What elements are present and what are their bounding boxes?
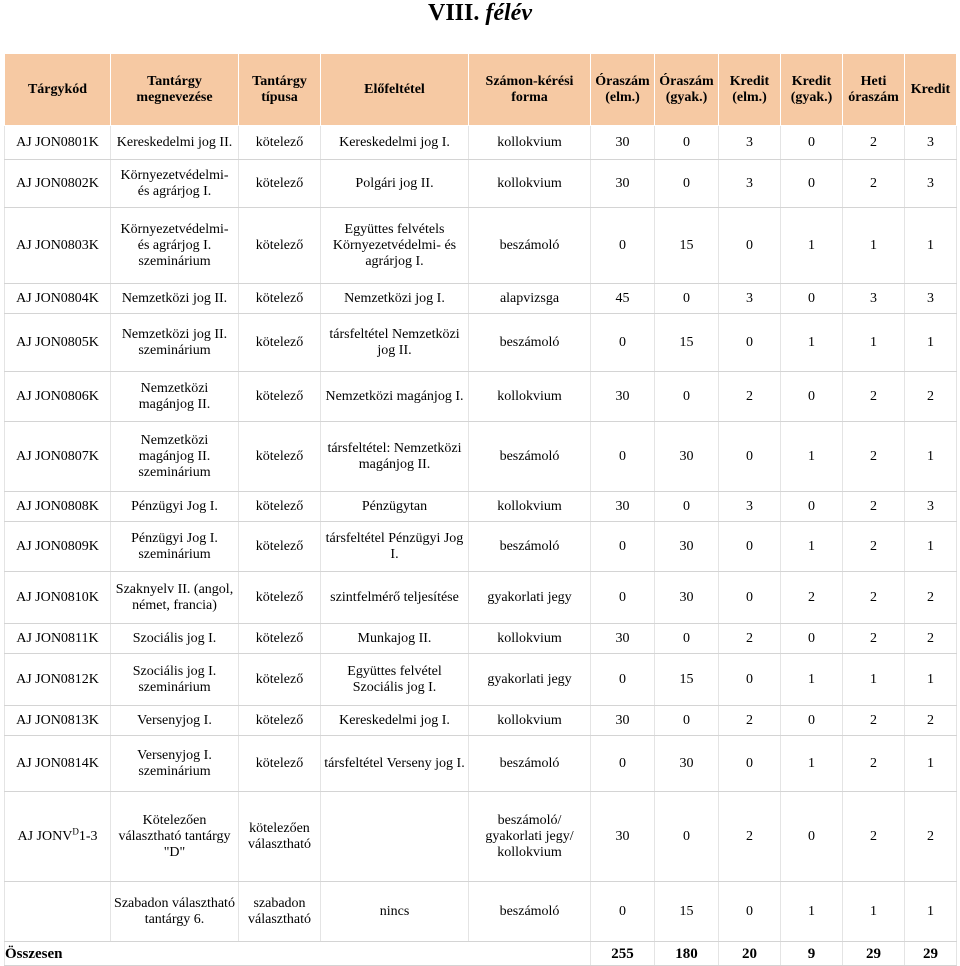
exam-form: kollokvium xyxy=(469,492,591,522)
credit-lecture: 0 xyxy=(719,572,781,624)
course-name: Szociális jog I. szeminárium xyxy=(111,654,239,706)
course-type: kötelező xyxy=(239,572,321,624)
course-code: AJ JON0801K xyxy=(5,126,111,160)
course-prereq: Munkajog II. xyxy=(321,624,469,654)
weekly-hours: 1 xyxy=(843,882,905,942)
weekly-hours: 1 xyxy=(843,314,905,372)
hours-practice: 0 xyxy=(655,284,719,314)
course-type: kötelező xyxy=(239,492,321,522)
credit-lecture: 3 xyxy=(719,160,781,208)
hours-lecture: 45 xyxy=(591,284,655,314)
total-label: Összesen xyxy=(5,942,591,966)
credit: 3 xyxy=(905,492,957,522)
hours-practice: 15 xyxy=(655,654,719,706)
course-code: AJ JON0807K xyxy=(5,422,111,492)
course-type: kötelező xyxy=(239,522,321,572)
course-code: AJ JON0812K xyxy=(5,654,111,706)
weekly-hours: 1 xyxy=(843,208,905,284)
exam-form: kollokvium xyxy=(469,372,591,422)
page-title xyxy=(0,0,960,34)
credit-practice: 2 xyxy=(781,572,843,624)
weekly-hours: 2 xyxy=(843,160,905,208)
course-prereq: nincs xyxy=(321,882,469,942)
credit: 3 xyxy=(905,160,957,208)
hours-lecture: 30 xyxy=(591,126,655,160)
course-code: AJ JON0805K xyxy=(5,314,111,372)
hours-practice: 0 xyxy=(655,792,719,882)
exam-form: beszámoló xyxy=(469,422,591,492)
credit-lecture: 3 xyxy=(719,126,781,160)
curriculum-table xyxy=(4,53,957,966)
hours-practice: 0 xyxy=(655,160,719,208)
exam-form: gyakorlati jegy xyxy=(469,654,591,706)
hours-practice: 0 xyxy=(655,492,719,522)
course-prereq: Együttes felvétels Környezetvédelmi- és agrárjog I. xyxy=(321,208,469,284)
course-type: kötelező xyxy=(239,314,321,372)
course-prereq: Kereskedelmi jog I. xyxy=(321,126,469,160)
hours-lecture: 0 xyxy=(591,572,655,624)
credit-lecture: 0 xyxy=(719,208,781,284)
header-hours-practice: Óraszám (gyak.) xyxy=(655,54,719,126)
weekly-hours: 3 xyxy=(843,284,905,314)
course-prereq: társfeltétel Pénzügyi Jog I. xyxy=(321,522,469,572)
credit-lecture: 3 xyxy=(719,284,781,314)
credit-practice: 1 xyxy=(781,654,843,706)
credit: 1 xyxy=(905,882,957,942)
course-type: kötelező xyxy=(239,372,321,422)
course-type: kötelező xyxy=(239,706,321,736)
exam-form: alapvizsga xyxy=(469,284,591,314)
table-row xyxy=(5,314,957,372)
weekly-hours: 2 xyxy=(843,624,905,654)
weekly-hours: 2 xyxy=(843,422,905,492)
hours-practice: 0 xyxy=(655,372,719,422)
course-name: Nemzetközi magánjog II. xyxy=(111,372,239,422)
credit: 2 xyxy=(905,792,957,882)
course-code: AJ JON0810K xyxy=(5,572,111,624)
credit: 2 xyxy=(905,624,957,654)
course-prereq: Pénzügytan xyxy=(321,492,469,522)
credit-lecture: 2 xyxy=(719,624,781,654)
credit: 1 xyxy=(905,522,957,572)
hours-lecture: 0 xyxy=(591,522,655,572)
exam-form: beszámoló xyxy=(469,736,591,792)
credit-practice: 1 xyxy=(781,314,843,372)
course-type: kötelező xyxy=(239,422,321,492)
credit-lecture: 0 xyxy=(719,422,781,492)
total-weekly-hours: 29 xyxy=(843,942,905,966)
hours-lecture: 0 xyxy=(591,314,655,372)
table-row xyxy=(5,522,957,572)
table-row xyxy=(5,160,957,208)
course-code: AJ JON0813K xyxy=(5,706,111,736)
credit: 1 xyxy=(905,314,957,372)
course-name: Pénzügyi Jog I. szeminárium xyxy=(111,522,239,572)
hours-practice: 15 xyxy=(655,314,719,372)
course-name: Kötelezően választható tantárgy "D" xyxy=(111,792,239,882)
hours-lecture: 30 xyxy=(591,160,655,208)
hours-lecture: 30 xyxy=(591,706,655,736)
credit-lecture: 3 xyxy=(719,492,781,522)
credit-practice: 0 xyxy=(781,624,843,654)
course-name: Környezetvédelmi- és agrárjog I. xyxy=(111,160,239,208)
exam-form: kollokvium xyxy=(469,160,591,208)
credit-practice: 0 xyxy=(781,284,843,314)
weekly-hours: 1 xyxy=(843,654,905,706)
credit-practice: 0 xyxy=(781,706,843,736)
title-semester-number: VIII. xyxy=(428,0,480,26)
credit-lecture: 2 xyxy=(719,372,781,422)
course-code: AJ JON0804K xyxy=(5,284,111,314)
course-prereq: Polgári jog II. xyxy=(321,160,469,208)
title-semester-word: félév xyxy=(485,0,532,26)
header-type: Tantárgy típusa xyxy=(239,54,321,126)
table-row xyxy=(5,572,957,624)
hours-practice: 30 xyxy=(655,422,719,492)
hours-lecture: 30 xyxy=(591,624,655,654)
course-name: Szociális jog I. xyxy=(111,624,239,654)
credit: 2 xyxy=(905,706,957,736)
course-name: Szaknyelv II. (angol, német, francia) xyxy=(111,572,239,624)
course-code xyxy=(5,882,111,942)
course-code: AJ JON0802K xyxy=(5,160,111,208)
credit-practice: 1 xyxy=(781,422,843,492)
header-name: Tantárgy megnevezése xyxy=(111,54,239,126)
credit-lecture: 0 xyxy=(719,314,781,372)
table-row xyxy=(5,422,957,492)
course-code: AJ JON0806K xyxy=(5,372,111,422)
exam-form: gyakorlati jegy xyxy=(469,572,591,624)
weekly-hours: 2 xyxy=(843,522,905,572)
credit: 1 xyxy=(905,208,957,284)
hours-practice: 30 xyxy=(655,572,719,624)
course-prereq xyxy=(321,792,469,882)
course-type: szabadon választható xyxy=(239,882,321,942)
course-code: AJ JON0803K xyxy=(5,208,111,284)
course-name: Nemzetközi jog II. szeminárium xyxy=(111,314,239,372)
credit-practice: 0 xyxy=(781,126,843,160)
total-hours-practice: 180 xyxy=(655,942,719,966)
credit-practice: 0 xyxy=(781,372,843,422)
header-row xyxy=(5,54,957,126)
header-weekly-hours: Heti óraszám xyxy=(843,54,905,126)
credit: 1 xyxy=(905,422,957,492)
course-prereq: társfeltétel Nemzetközi jog II. xyxy=(321,314,469,372)
course-name: Kereskedelmi jog II. xyxy=(111,126,239,160)
hours-practice: 30 xyxy=(655,736,719,792)
hours-practice: 0 xyxy=(655,624,719,654)
hours-practice: 15 xyxy=(655,882,719,942)
table-row xyxy=(5,654,957,706)
hours-lecture: 30 xyxy=(591,492,655,522)
course-prereq: Kereskedelmi jog I. xyxy=(321,706,469,736)
exam-form: beszámoló xyxy=(469,522,591,572)
credit-practice: 1 xyxy=(781,208,843,284)
credit: 2 xyxy=(905,372,957,422)
course-name: Versenyjog I. szeminárium xyxy=(111,736,239,792)
course-code: AJ JON0814K xyxy=(5,736,111,792)
weekly-hours: 2 xyxy=(843,572,905,624)
exam-form: beszámoló/ gyakorlati jegy/ kollokvium xyxy=(469,792,591,882)
credit: 1 xyxy=(905,736,957,792)
total-hours-lecture: 255 xyxy=(591,942,655,966)
table-row xyxy=(5,736,957,792)
course-name: Pénzügyi Jog I. xyxy=(111,492,239,522)
header-code: Tárgykód xyxy=(5,54,111,126)
hours-practice: 15 xyxy=(655,208,719,284)
exam-form: kollokvium xyxy=(469,624,591,654)
hours-lecture: 0 xyxy=(591,654,655,706)
table-row xyxy=(5,792,957,882)
course-code xyxy=(5,792,111,882)
table-row xyxy=(5,284,957,314)
course-prereq: társfeltétel: Nemzetközi magánjog II. xyxy=(321,422,469,492)
hours-practice: 30 xyxy=(655,522,719,572)
course-type: kötelezően választható xyxy=(239,792,321,882)
course-name: Nemzetközi magánjog II. szeminárium xyxy=(111,422,239,492)
credit-practice: 0 xyxy=(781,492,843,522)
exam-form: beszámoló xyxy=(469,882,591,942)
course-prereq: Nemzetközi magánjog I. xyxy=(321,372,469,422)
credit-lecture: 2 xyxy=(719,792,781,882)
hours-lecture: 0 xyxy=(591,882,655,942)
credit-practice: 0 xyxy=(781,160,843,208)
exam-form: beszámoló xyxy=(469,314,591,372)
course-code-suffix: 1-3 xyxy=(78,828,98,844)
course-name: Versenyjog I. xyxy=(111,706,239,736)
credit-lecture: 0 xyxy=(719,522,781,572)
course-type: kötelező xyxy=(239,284,321,314)
header-credit: Kredit xyxy=(905,54,957,126)
hours-lecture: 0 xyxy=(591,736,655,792)
course-type: kötelező xyxy=(239,624,321,654)
course-name: Nemzetközi jog II. xyxy=(111,284,239,314)
credit: 3 xyxy=(905,126,957,160)
weekly-hours: 2 xyxy=(843,706,905,736)
course-name: Környezetvédelmi- és agrárjog I. szeminárium xyxy=(111,208,239,284)
course-type: kötelező xyxy=(239,736,321,792)
exam-form: beszámoló xyxy=(469,208,591,284)
course-prereq: Együttes felvétel Szociális jog I. xyxy=(321,654,469,706)
header-credit-lecture: Kredit (elm.) xyxy=(719,54,781,126)
course-type: kötelező xyxy=(239,654,321,706)
total-credit-practice: 9 xyxy=(781,942,843,966)
table-row xyxy=(5,624,957,654)
total-credit: 29 xyxy=(905,942,957,966)
course-prereq: társfeltétel Verseny jog I. xyxy=(321,736,469,792)
weekly-hours: 2 xyxy=(843,372,905,422)
course-prereq: szintfelmérő teljesítése xyxy=(321,572,469,624)
weekly-hours: 2 xyxy=(843,492,905,522)
credit: 3 xyxy=(905,284,957,314)
header-credit-practice: Kredit (gyak.) xyxy=(781,54,843,126)
credit: 1 xyxy=(905,654,957,706)
header-hours-lecture: Óraszám (elm.) xyxy=(591,54,655,126)
table-row xyxy=(5,208,957,284)
table-row xyxy=(5,372,957,422)
credit-practice: 0 xyxy=(781,792,843,882)
weekly-hours: 2 xyxy=(843,126,905,160)
course-type: kötelező xyxy=(239,126,321,160)
course-code-superscript: D xyxy=(72,825,79,836)
credit-practice: 1 xyxy=(781,736,843,792)
course-type: kötelező xyxy=(239,160,321,208)
course-code: AJ JON0809K xyxy=(5,522,111,572)
table-row xyxy=(5,706,957,736)
hours-practice: 0 xyxy=(655,126,719,160)
header-prereq: Előfeltétel xyxy=(321,54,469,126)
hours-practice: 0 xyxy=(655,706,719,736)
course-code: AJ JON0808K xyxy=(5,492,111,522)
credit: 2 xyxy=(905,572,957,624)
course-prereq: Nemzetközi jog I. xyxy=(321,284,469,314)
table-row xyxy=(5,126,957,160)
course-type: kötelező xyxy=(239,208,321,284)
header-exam: Számon-kérési forma xyxy=(469,54,591,126)
credit-lecture: 2 xyxy=(719,706,781,736)
course-name: Szabadon választható tantárgy 6. xyxy=(111,882,239,942)
exam-form: kollokvium xyxy=(469,126,591,160)
course-code: AJ JON0811K xyxy=(5,624,111,654)
credit-lecture: 0 xyxy=(719,882,781,942)
course-code-prefix: AJ JONV xyxy=(17,828,73,844)
credit-lecture: 0 xyxy=(719,736,781,792)
credit-practice: 1 xyxy=(781,882,843,942)
table-row xyxy=(5,882,957,942)
credit-lecture: 0 xyxy=(719,654,781,706)
total-row xyxy=(5,942,957,966)
hours-lecture: 30 xyxy=(591,792,655,882)
weekly-hours: 2 xyxy=(843,736,905,792)
weekly-hours: 2 xyxy=(843,792,905,882)
table-row xyxy=(5,492,957,522)
exam-form: kollokvium xyxy=(469,706,591,736)
hours-lecture: 0 xyxy=(591,208,655,284)
total-credit-lecture: 20 xyxy=(719,942,781,966)
hours-lecture: 30 xyxy=(591,372,655,422)
hours-lecture: 0 xyxy=(591,422,655,492)
credit-practice: 1 xyxy=(781,522,843,572)
